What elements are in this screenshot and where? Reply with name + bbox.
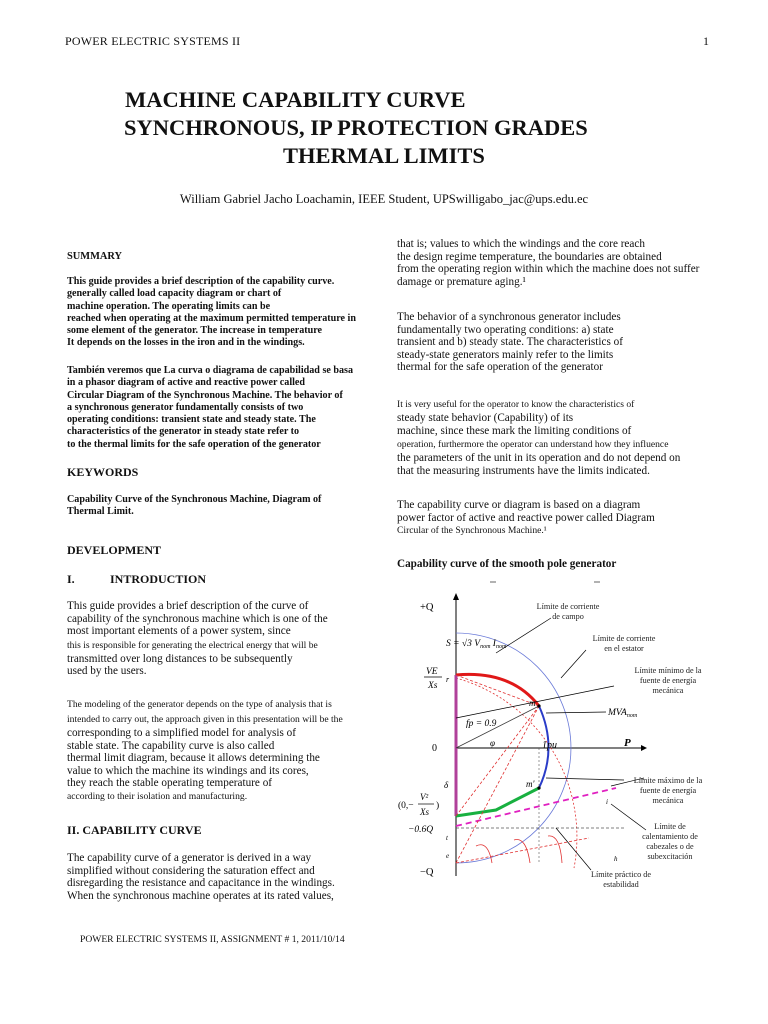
- delta-label: δ: [444, 780, 449, 790]
- text-line: También veremos que La curva o diagrama de capabilidad se basa: [67, 365, 354, 376]
- text-line: characteristics of the generator in steady state refer to: [67, 426, 300, 438]
- title-line-3: THERMAL LIMITS: [283, 143, 485, 168]
- point-r-label: r: [446, 675, 450, 684]
- text-line: this is responsible for generating the electrical energy that will be: [67, 639, 318, 651]
- text-line: some element of the generator. The increase in temperature: [67, 325, 322, 337]
- dashed-line: [456, 675, 539, 706]
- q-negative-label: −Q: [420, 867, 434, 878]
- text-line: simplified without considering the saturation effect and: [67, 864, 315, 877]
- text-line: capability of the synchronous machine which is one of the: [67, 612, 328, 625]
- text-line: damage or premature aging.¹: [397, 275, 526, 288]
- text-line: This guide provides a brief description of the curve of: [67, 600, 309, 612]
- text-line: transient and b) steady state. The characteristics of: [397, 336, 623, 348]
- text-line: Thermal Limit.: [67, 506, 134, 518]
- text-line: machine operation. The operating limits can be: [67, 300, 271, 312]
- text-line: the parameters of the unit in its operation and do not depend on: [397, 452, 681, 464]
- annotation-line: Límite de corriente: [536, 602, 600, 611]
- text-line: transmitted over long distances to be subsequently: [67, 652, 293, 665]
- text-line: When the synchronous machine operates at its rated values,: [67, 889, 334, 902]
- annotation-line: subexcitación: [647, 852, 693, 861]
- summary-paragraph-1: [67, 276, 390, 350]
- apparent-power-equation: S = √3 $V_{nom}$ $I_{nom}$: [446, 639, 507, 650]
- text-line: that the measuring instruments have the limits indicated.: [397, 464, 650, 477]
- annotation-line: calentamiento de: [642, 832, 698, 841]
- text-line: from the operating region within which the machine does not suffer: [397, 263, 700, 275]
- text-line: they reach the stable operating temperature of: [67, 777, 273, 789]
- text-line: The capability curve or diagram is based on a diagram: [397, 499, 641, 511]
- text-line: steady state behavior (Capability) of its: [397, 412, 574, 424]
- intro-number: I.: [67, 572, 75, 586]
- text-line: most important elements of a power system, since: [67, 625, 291, 637]
- text-line: It is very useful for the operator to know the characteristics of: [397, 399, 635, 410]
- ve-label: VE: [426, 667, 438, 677]
- point-m: [537, 704, 540, 707]
- text-line: reached when operating at the maximum permitted temperature in: [67, 312, 356, 324]
- text-line: Circular of the Synchronous Machine.¹: [397, 525, 547, 536]
- text-line: The modeling of the generator depends on the type of analysis that is: [67, 699, 332, 710]
- development-heading: DEVELOPMENT: [67, 543, 162, 557]
- text-line: to the thermal limits for the safe operation of the generator: [67, 438, 321, 450]
- p-axis-label: P: [624, 737, 631, 749]
- stability-arc: [476, 845, 492, 863]
- annotation-line: Límite máximo de la: [633, 776, 703, 785]
- mva-label: $MVA_{nom}$: [608, 708, 638, 719]
- limit-annotations: [537, 602, 703, 889]
- capability-curve-figure: [396, 578, 718, 900]
- text-line: the design regime temperature, the boundaries are obtained: [397, 250, 662, 263]
- leader-line: [546, 778, 624, 780]
- capability-paragraph: [67, 852, 335, 902]
- v2-suffix: ): [436, 801, 440, 811]
- text-line: thermal limit diagram, because it allows determining the: [67, 752, 320, 764]
- text-line: generally called load capacity diagram or chart of: [67, 288, 282, 300]
- annotation-line: fuente de energía: [639, 676, 697, 685]
- keywords-heading: KEYWORDS: [67, 465, 139, 479]
- intro-paragraph-1: [67, 600, 328, 678]
- q-positive-label: +Q: [420, 602, 434, 613]
- right-paragraph-1: [397, 238, 699, 288]
- v2-numerator: V²: [420, 792, 429, 802]
- right-paragraph-4: [397, 499, 655, 538]
- text-line: steady-state generators mainly refer to the limits: [397, 348, 614, 361]
- annotation-line: mecánica: [652, 796, 684, 805]
- annotation-line: Límite práctico de: [590, 870, 652, 879]
- text-line: corresponding to a simplified model for analysis of: [67, 727, 296, 739]
- text-line: according to their isolation and manufacturing.: [67, 790, 248, 802]
- text-line: power factor of active and reactive power called Diagram: [397, 511, 655, 524]
- figure-caption: Capability curve of the smooth pole generator: [397, 558, 617, 570]
- leader-line: [561, 650, 586, 678]
- right-paragraph-3: [397, 398, 680, 477]
- annotation-line: mecánica: [652, 686, 684, 695]
- right-paragraph-2: [397, 311, 623, 374]
- phi-label: φ: [490, 738, 495, 748]
- text-line: operation, furthermore the operator can understand how they influence: [397, 439, 669, 450]
- title-line-2: SYNCHRONOUS, IP PROTECTION GRADES: [124, 115, 588, 140]
- v2-prefix: (0,−: [398, 801, 414, 811]
- annotation-line: cabezales o de: [646, 842, 694, 851]
- annotation-line: estabilidad: [603, 880, 639, 889]
- stability-limit-curve: [456, 788, 539, 816]
- intro-paragraph-2: [67, 697, 343, 804]
- capability-heading: II. CAPABILITY CURVE: [67, 823, 202, 837]
- power-factor-label: fp = 0.9: [466, 719, 497, 729]
- q06-label: −0.6Q: [408, 825, 434, 835]
- q-axis-arrow: [453, 593, 459, 600]
- leader-line: [611, 804, 646, 830]
- text-line: thermal for the safe operation of the generator: [397, 361, 603, 373]
- text-line: disregarding the resistance and capacitance in the windings.: [67, 877, 335, 889]
- annotation-line: en el estator: [604, 644, 644, 653]
- point-m-prime: [537, 786, 540, 789]
- text-line: that is; values to which the windings and the core reach: [397, 238, 645, 250]
- footer: POWER ELECTRIC SYSTEMS II, ASSIGNMENT # 1, 2011/10/14: [80, 934, 345, 945]
- point-t-label: t: [446, 834, 448, 842]
- summary-heading: SUMMARY: [67, 251, 123, 262]
- origin-label: 0: [432, 743, 437, 754]
- text-line: used by the users.: [67, 665, 147, 677]
- text-line: fundamentally two operating conditions: a) state: [397, 323, 614, 336]
- leader-line: [556, 828, 591, 870]
- running-header: POWER ELECTRIC SYSTEMS II: [65, 34, 241, 48]
- keywords-text: [67, 494, 321, 519]
- one-pu-label: 1pu: [542, 740, 557, 751]
- annotation-line: fuente de energía: [639, 786, 697, 795]
- annotation-line: Límite de corriente: [592, 634, 656, 643]
- text-line: machine, since these mark the limiting conditions of: [397, 424, 632, 437]
- text-line: The capability curve of a generator is derived in a way: [67, 852, 312, 864]
- v2-denominator: Xs: [420, 807, 429, 817]
- annotation-line: de campo: [552, 612, 584, 621]
- author-line: William Gabriel Jacho Loachamin, IEEE Student, UPSwilligabo_jac@ups.edu.ec: [179, 192, 589, 206]
- text-line: Circular Diagram of the Synchronous Machine. The behavior of: [67, 389, 343, 401]
- annotation-line: Límite mínimo de la: [634, 666, 702, 675]
- intro-heading: INTRODUCTION: [110, 572, 207, 586]
- annotation-line: Límite de: [654, 822, 686, 831]
- point-e-label: e: [446, 852, 450, 860]
- text-line: intended to carry out, the approach given in this presentation will be the: [67, 714, 343, 725]
- text-line: operating conditions: transient state and steady state. The: [67, 414, 316, 426]
- p-axis-arrow: [641, 745, 647, 751]
- text-line: It depends on the losses in the iron and in the windings.: [67, 337, 305, 349]
- text-line: stable state. The capability curve is also called: [67, 739, 275, 752]
- text-line: This guide provides a brief description of the capability curve.: [67, 276, 335, 287]
- m-label: m: [529, 698, 536, 708]
- xs-label: Xs: [428, 681, 438, 691]
- point-h-label: h: [614, 855, 618, 863]
- summary-paragraph-2: [67, 365, 390, 451]
- leader-line: [546, 712, 606, 713]
- under-excitation-limit: [456, 788, 616, 826]
- title-line-1: MACHINE CAPABILITY CURVE: [125, 87, 466, 112]
- text-line: in a phasor diagram of active and reactive power called: [67, 377, 306, 389]
- text-line: a synchronous generator fundamentally consists of two: [67, 401, 304, 413]
- point-i-label: i: [606, 798, 608, 806]
- stability-arc: [548, 836, 562, 863]
- text-line: value to which the machine its windings and its cores,: [67, 764, 309, 777]
- page-number: 1: [703, 34, 710, 48]
- text-line: The behavior of a synchronous generator includes: [397, 311, 621, 323]
- text-line: Capability Curve of the Synchronous Machine, Diagram of: [67, 494, 322, 505]
- m-prime-label: m': [526, 779, 535, 789]
